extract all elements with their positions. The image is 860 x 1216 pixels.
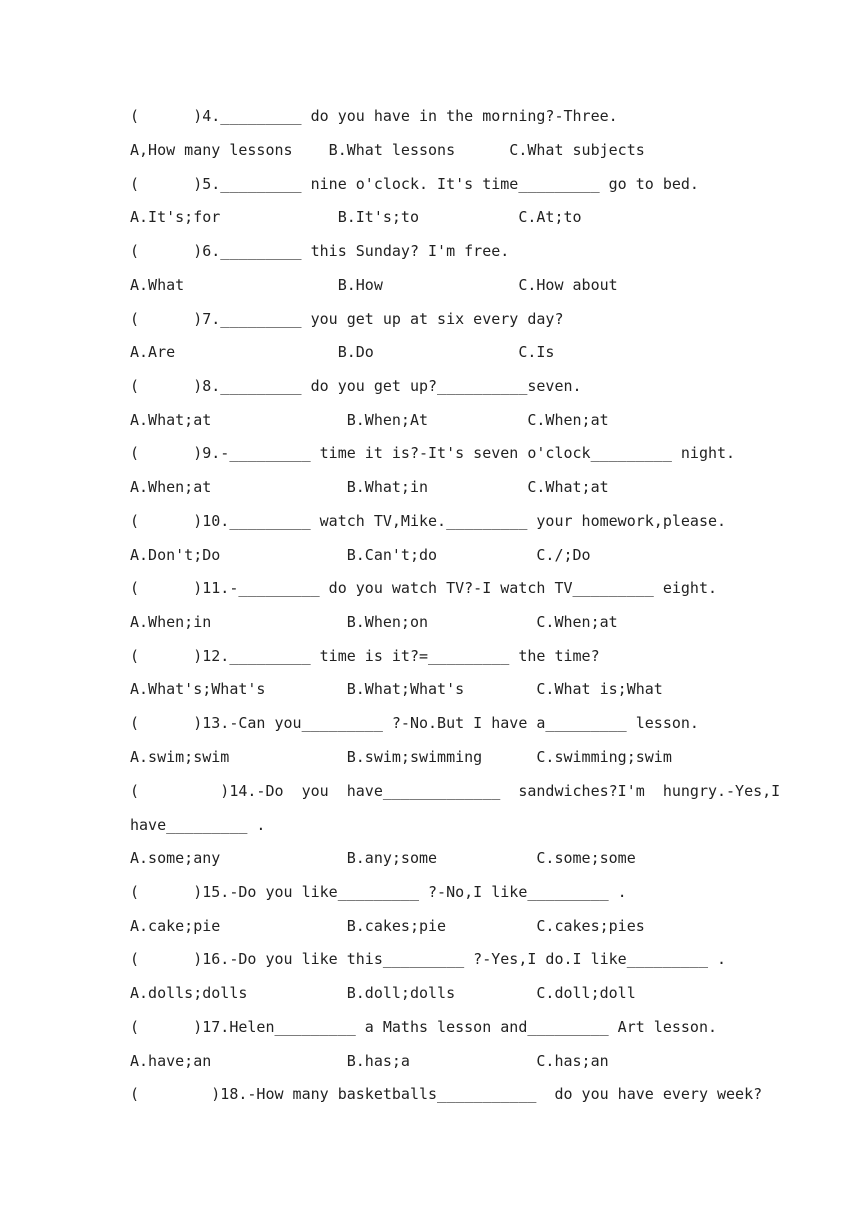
options-17: A.have;an B.has;a C.has;an	[130, 1052, 609, 1070]
options-15: A.cake;pie B.cakes;pie C.cakes;pies	[130, 917, 645, 935]
question-9: ( )9.-_________ time it is?-It's seven o'clock_________ night.	[130, 444, 736, 462]
options-11: A.When;in B.When;on C.When;at	[130, 613, 618, 631]
options-8: A.What;at B.When;At C.When;at	[130, 411, 609, 429]
question-11: ( )11.-_________ do you watch TV?-I watch TV_________ eight.	[130, 579, 717, 597]
options-13: A.swim;swim B.swim;swimming C.swimming;swim	[130, 748, 672, 766]
options-14: A.some;any B.any;some C.some;some	[130, 849, 636, 867]
options-5: A.It's;for B.It's;to C.At;to	[130, 208, 582, 226]
options-10: A.Don't;Do B.Can't;do C./;Do	[130, 546, 591, 564]
options-6: A.What B.How C.How about	[130, 276, 618, 294]
question-15: ( )15.-Do you like_________ ?-No,I like_________ .	[130, 883, 627, 901]
question-7: ( )7._________ you get up at six every day?	[130, 310, 564, 328]
question-18: ( )18.-How many basketballs___________ do you have every week?	[130, 1085, 763, 1103]
question-4: ( )4._________ do you have in the morning?-Three.	[130, 107, 618, 125]
options-7: A.Are B.Do C.Is	[130, 343, 555, 361]
options-9: A.When;at B.What;in C.What;at	[130, 478, 609, 496]
question-14-continued: have_________ .	[130, 816, 266, 834]
question-5: ( )5._________ nine o'clock. It's time_________ go to bed.	[130, 175, 699, 193]
question-8: ( )8._________ do you get up?__________seven.	[130, 377, 582, 395]
question-10: ( )10._________ watch TV,Mike._________ your homework,please.	[130, 512, 727, 530]
options-16: A.dolls;dolls B.doll;dolls C.doll;doll	[130, 984, 636, 1002]
question-17: ( )17.Helen_________ a Maths lesson and_________ Art lesson.	[130, 1018, 717, 1036]
question-13: ( )13.-Can you_________ ?-No.But I have a_________ lesson.	[130, 714, 699, 732]
question-12: ( )12._________ time is it?=_________ the time?	[130, 647, 600, 665]
question-16: ( )16.-Do you like this_________ ?-Yes,I do.I like_________ .	[130, 950, 727, 968]
options-12: A.What's;What's B.What;What's C.What is;What	[130, 680, 663, 698]
question-6: ( )6._________ this Sunday? I'm free.	[130, 242, 510, 260]
question-14: ( )14.-Do you have_____________ sandwiches?I'm hungry.-Yes,I	[130, 782, 781, 800]
options-4: A,How many lessons B.What lessons C.What subjects	[130, 141, 645, 159]
